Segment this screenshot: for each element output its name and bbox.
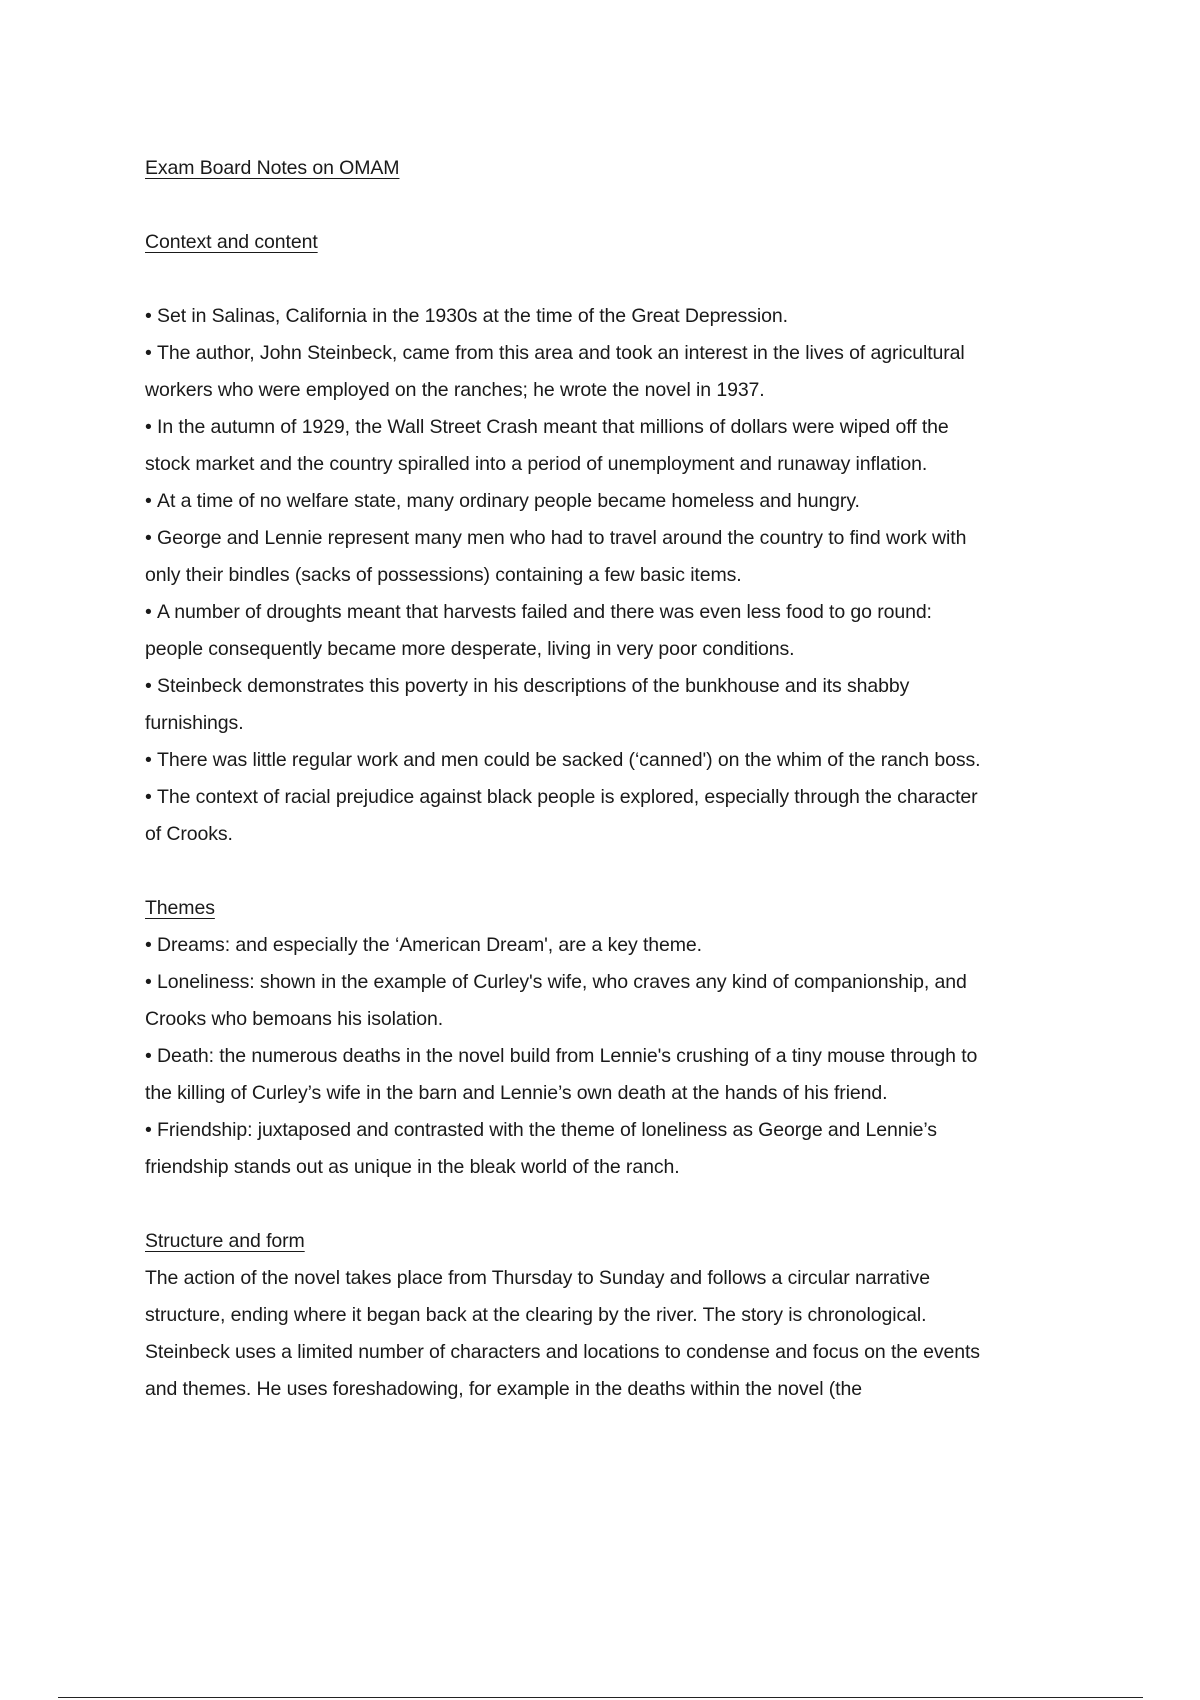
page-bottom-rule — [58, 1697, 1143, 1698]
context-bullet-list — [145, 298, 995, 853]
list-item: • George and Lennie represent many men who had to travel around the country to find work with only their bindles (sacks of possessions) containing a few basic items. — [145, 520, 995, 594]
list-item: • A number of droughts meant that harvests failed and there was even less food to go round: people consequently became more desperate, living in very poor conditions. — [145, 594, 995, 668]
list-item: • Steinbeck demonstrates this poverty in his descriptions of the bunkhouse and its shabby furnishings. — [145, 668, 995, 742]
list-item: • At a time of no welfare state, many ordinary people became homeless and hungry. — [145, 483, 995, 520]
document-body — [145, 150, 995, 1408]
list-item: • Friendship: juxtaposed and contrasted with the theme of loneliness as George and Lennie’s friendship stands out as unique in the bleak world of the ranch. — [145, 1112, 995, 1186]
section-heading-structure: Structure and form — [145, 1230, 305, 1252]
spacer — [145, 853, 995, 890]
spacer — [145, 187, 995, 224]
structure-paragraph: The action of the novel takes place from Thursday to Sunday and follows a circular narrative structure, ending where it began back at the clearing by the river. The story is chronological. Steinbeck uses a limited number of characters and locations to condense and focus on the events and themes. He uses foreshadowing, for example in the deaths within the novel (the — [145, 1267, 980, 1400]
document-title: Exam Board Notes on OMAM — [145, 157, 400, 179]
list-item: • Set in Salinas, California in the 1930s at the time of the Great Depression. — [145, 298, 995, 335]
list-item: • Death: the numerous deaths in the novel build from Lennie's crushing of a tiny mouse through to the killing of Curley’s wife in the barn and Lennie’s own death at the hands of his friend. — [145, 1038, 995, 1112]
spacer — [145, 261, 995, 298]
themes-bullet-list — [145, 927, 995, 1186]
list-item: • The author, John Steinbeck, came from this area and took an interest in the lives of agricultural workers who were employed on the ranches; he wrote the novel in 1937. — [145, 335, 995, 409]
section-heading-context: Context and content — [145, 231, 318, 253]
spacer — [145, 1186, 995, 1223]
section-heading-themes: Themes — [145, 897, 215, 919]
list-item: • Loneliness: shown in the example of Curley's wife, who craves any kind of companionship, and Crooks who bemoans his isolation. — [145, 964, 995, 1038]
list-item: • Dreams: and especially the ‘American Dream', are a key theme. — [145, 927, 995, 964]
list-item: • In the autumn of 1929, the Wall Street Crash meant that millions of dollars were wiped off the stock market and the country spiralled into a period of unemployment and runaway inflation. — [145, 409, 995, 483]
list-item: • The context of racial prejudice against black people is explored, especially through the character of Crooks. — [145, 779, 995, 853]
list-item: • There was little regular work and men could be sacked (‘canned') on the whim of the ranch boss. — [145, 742, 995, 779]
